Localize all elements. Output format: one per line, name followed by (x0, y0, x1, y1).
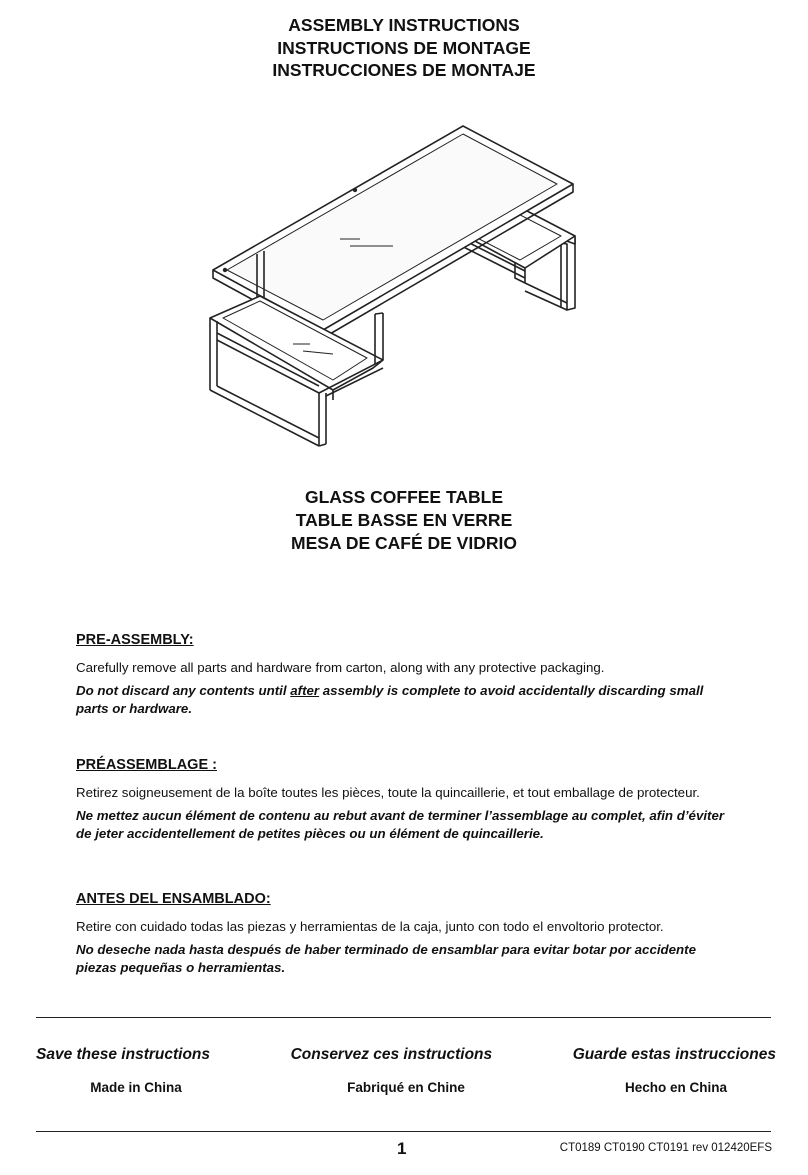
divider-top (36, 1017, 771, 1018)
warning-emphasis: after (290, 683, 320, 698)
made-french: Fabriqué en Chine (347, 1080, 465, 1095)
warning-text-start: Do not discard any contents until (76, 683, 291, 698)
section-warning (76, 682, 726, 718)
save-english: Save these instructions (36, 1046, 211, 1063)
divider-bottom (36, 1131, 771, 1132)
section-spanish (76, 891, 726, 977)
section-warning: No deseche nada hasta después de haber terminado de ensamblar para evitar botar por accidente piezas pequeñas o herramientas. (76, 942, 696, 975)
section-english (76, 632, 726, 718)
section-heading: PRE-ASSEMBLY: (76, 632, 194, 648)
save-spanish: Guarde estas instrucciones (572, 1046, 776, 1063)
made-in-row (36, 1080, 776, 1095)
coffee-table-illustration (195, 118, 595, 468)
made-english: Made in China (90, 1080, 182, 1095)
title-english: ASSEMBLY INSTRUCTIONS (288, 15, 520, 35)
title-french: INSTRUCTIONS DE MONTAGE (277, 37, 531, 58)
section-body: Retirez soigneusement de la boîte toutes les pièces, toute la quincaillerie, et tout emballage de protecteur. (76, 785, 700, 800)
product-name-english: GLASS COFFEE TABLE (304, 487, 503, 507)
section-french (76, 757, 726, 843)
section-body: Retire con cuidado todas las piezas y herramientas de la caja, junto con todo el envoltorio protector. (76, 919, 664, 934)
title-spanish: INSTRUCCIONES DE MONTAJE (272, 60, 536, 80)
made-spanish: Hecho en China (624, 1080, 727, 1095)
product-name-french: TABLE BASSE EN VERRE (295, 510, 513, 530)
warning-text-end: assembly is complete to avoid accidentally discarding small parts or hardware. (76, 683, 704, 716)
section-body: Carefully remove all parts and hardware from carton, along with any protective packaging. (76, 660, 605, 675)
section-heading: PRÉASSEMBLAGE : (76, 757, 217, 773)
save-french: Conservez ces instructions (290, 1046, 493, 1063)
page-number: 1 (397, 1139, 407, 1158)
section-warning: Ne mettez aucun élément de contenu au rebut avant de terminer l’assemblage au complet, afin d’éviter de jeter accidentellement de petites pièces ou un élément de quincaillerie. (76, 808, 725, 841)
product-name-spanish: MESA DE CAFÉ DE VIDRIO (291, 533, 517, 553)
product-codes: CT0189 CT0190 CT0191 rev 012420EFS (559, 1142, 772, 1154)
product-name (0, 486, 808, 555)
document-title (0, 14, 808, 82)
section-heading: ANTES DEL ENSAMBLADO: (76, 891, 271, 907)
save-instructions-row (36, 1046, 776, 1064)
